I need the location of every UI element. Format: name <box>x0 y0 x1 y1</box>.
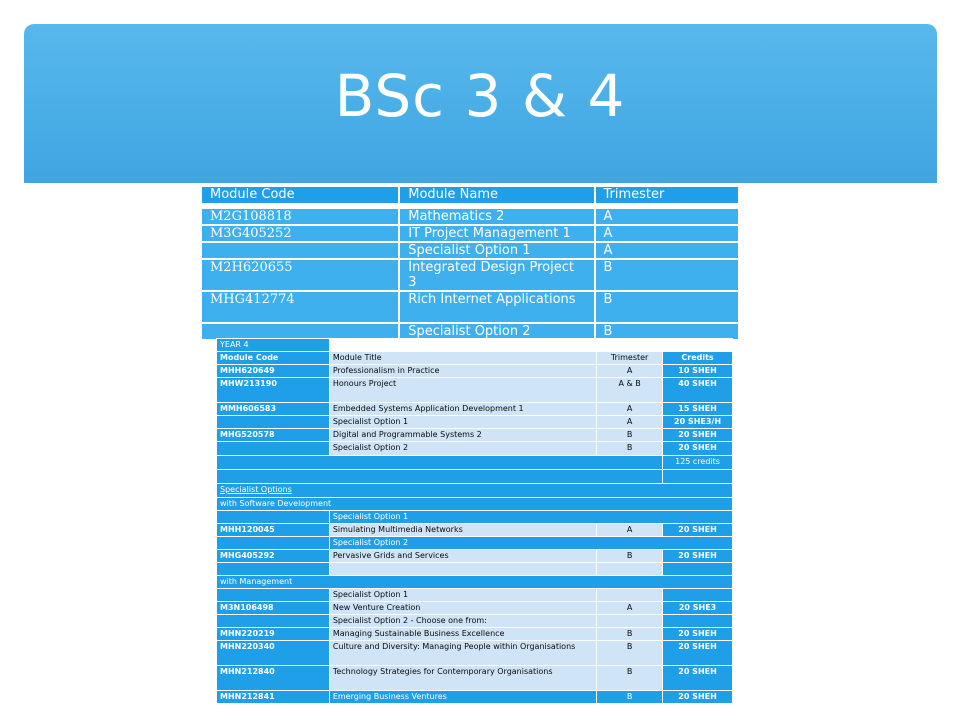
year-label-row <box>217 339 733 352</box>
module-code: MHH120045 <box>217 524 330 537</box>
section-row <box>217 498 733 511</box>
year4-modules-table <box>216 338 733 704</box>
module-title: Culture and Diversity: Managing People within Organisations <box>329 641 596 666</box>
trimester: A & B <box>597 378 663 403</box>
module-name: Specialist Option 1 <box>399 242 594 259</box>
table-row <box>217 628 733 641</box>
spacer-row <box>217 470 733 484</box>
trimester: A <box>597 416 663 429</box>
column-header: Trimester <box>597 352 663 365</box>
table-row <box>201 291 739 323</box>
credits: 20 SHEH <box>663 628 733 641</box>
table-row <box>217 602 733 615</box>
module-title: Simulating Multimedia Networks <box>329 524 596 537</box>
module-code: M3G405252 <box>201 225 399 242</box>
trimester: B <box>597 628 663 641</box>
module-title: Emerging Business Ventures <box>329 691 596 704</box>
software-dev-label: with Software Development <box>217 498 733 511</box>
module-code: MHG405292 <box>217 550 330 563</box>
column-header: Module Code <box>217 352 330 365</box>
module-name: Integrated Design Project 3 <box>399 259 594 291</box>
credits: 20 SHEH <box>663 524 733 537</box>
module-title: Managing Sustainable Business Excellence <box>329 628 596 641</box>
slide-title: BSc 3 & 4 <box>334 62 626 130</box>
credits: 20 SHEH <box>663 550 733 563</box>
module-code <box>217 442 330 456</box>
credits: 20 SHE3/H <box>663 416 733 429</box>
option-label-row <box>217 537 733 550</box>
trimester: B <box>597 442 663 456</box>
trimester: A <box>597 602 663 615</box>
module-code: MHN220219 <box>217 628 330 641</box>
trimester: A <box>597 403 663 416</box>
option-label-row <box>217 615 733 628</box>
table-row <box>217 442 733 456</box>
option-label: Specialist Option 1 <box>329 511 732 524</box>
credits: 20 SHEH <box>663 429 733 442</box>
module-code: MHN220340 <box>217 641 330 666</box>
total-credits: 125 credits <box>663 456 733 470</box>
table-row <box>201 242 739 259</box>
trimester: B <box>595 323 740 340</box>
table-row <box>201 259 739 291</box>
table-row <box>201 208 739 225</box>
module-code <box>201 242 399 259</box>
module-code: MHG412774 <box>201 291 399 323</box>
module-code: M3N106498 <box>217 602 330 615</box>
total-credits-row <box>217 456 733 470</box>
trimester: B <box>595 291 740 323</box>
table-row <box>217 378 733 403</box>
specialist-options-label: Specialist Options <box>217 484 733 498</box>
section-row <box>217 576 733 589</box>
credits: 20 SHEH <box>663 442 733 456</box>
module-name: Mathematics 2 <box>399 208 594 225</box>
module-code: MHN212840 <box>217 666 330 691</box>
bsc3-modules-table <box>200 185 740 341</box>
table-header-row <box>217 352 733 365</box>
option-label: Specialist Option 2 <box>329 537 732 550</box>
specialist-options-row <box>217 484 733 498</box>
trimester: A <box>597 524 663 537</box>
table-row <box>217 429 733 442</box>
table-row <box>217 550 733 563</box>
module-title: Specialist Option 1 <box>329 416 596 429</box>
module-code: MHW213190 <box>217 378 330 403</box>
trimester: B <box>597 641 663 666</box>
module-title: Embedded Systems Application Development 1 <box>329 403 596 416</box>
module-code <box>217 416 330 429</box>
module-title: Pervasive Grids and Services <box>329 550 596 563</box>
trimester: A <box>597 365 663 378</box>
module-code: MHG520578 <box>217 429 330 442</box>
credits: 20 SHE3 <box>663 602 733 615</box>
option-label-row <box>217 511 733 524</box>
module-code: MHN212841 <box>217 691 330 704</box>
credits: 15 SHEH <box>663 403 733 416</box>
trimester: B <box>595 259 740 291</box>
module-name: Rich Internet Applications <box>399 291 594 323</box>
trimester: B <box>597 691 663 704</box>
module-name: Specialist Option 2 <box>399 323 594 340</box>
module-title: New Venture Creation <box>329 602 596 615</box>
trimester: A <box>595 242 740 259</box>
trimester: B <box>597 429 663 442</box>
module-title: Professionalism in Practice <box>329 365 596 378</box>
option-label: Specialist Option 2 - Choose one from: <box>329 615 596 628</box>
trimester: A <box>595 208 740 225</box>
column-header: Credits <box>663 352 733 365</box>
credits: 10 SHEH <box>663 365 733 378</box>
table-row <box>217 403 733 416</box>
module-code: MMH606583 <box>217 403 330 416</box>
credits: 20 SHEH <box>663 641 733 666</box>
table-header-row <box>201 186 739 204</box>
table-row <box>217 365 733 378</box>
table-row <box>217 641 733 666</box>
option-label: Specialist Option 1 <box>329 589 596 602</box>
column-header: Module Code <box>201 186 399 204</box>
column-header: Module Name <box>399 186 594 204</box>
table-row <box>217 666 733 691</box>
table-row <box>217 524 733 537</box>
credits: 20 SHEH <box>663 666 733 691</box>
module-title: Technology Strategies for Contemporary Organisations <box>329 666 596 691</box>
management-label: with Management <box>217 576 733 589</box>
module-code: M2G108818 <box>201 208 399 225</box>
table-row <box>201 225 739 242</box>
credits: 40 SHEH <box>663 378 733 403</box>
module-name: IT Project Management 1 <box>399 225 594 242</box>
module-code: M2H620655 <box>201 259 399 291</box>
module-title: Specialist Option 2 <box>329 442 596 456</box>
table-row <box>217 691 733 704</box>
credits: 20 SHEH <box>663 691 733 704</box>
table-row <box>217 416 733 429</box>
column-header: Trimester <box>595 186 740 204</box>
module-title: Honours Project <box>329 378 596 403</box>
module-code: MHH620649 <box>217 365 330 378</box>
module-title: Digital and Programmable Systems 2 <box>329 429 596 442</box>
year-label: YEAR 4 <box>217 339 330 352</box>
trimester: B <box>597 550 663 563</box>
column-header: Module Title <box>329 352 596 365</box>
trimester: A <box>595 225 740 242</box>
option-label-row <box>217 589 733 602</box>
spacer-row <box>217 563 733 576</box>
trimester: B <box>597 666 663 691</box>
